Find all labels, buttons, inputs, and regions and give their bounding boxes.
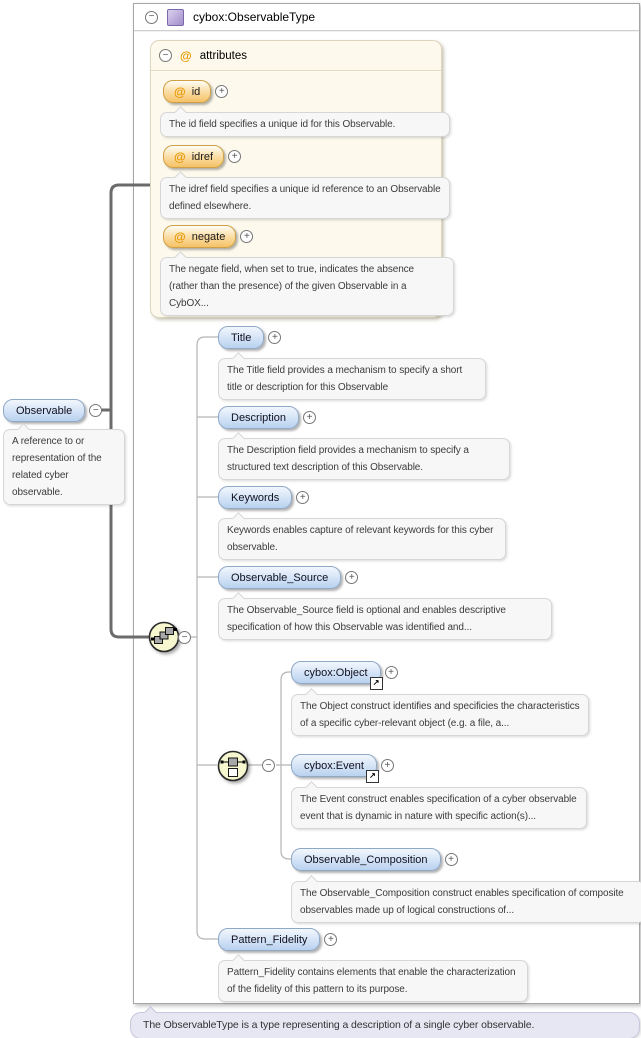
expand-icon[interactable]: + (240, 230, 253, 243)
type-annotation: The ObservableType is a type representing a description of a single cyber observable. (130, 1012, 640, 1038)
element-cybox-event-doc: The Event construct enables specification of a cyber observable event that is dynamic in nature with specific action(s)... (291, 787, 587, 829)
attribute-id[interactable] (163, 80, 211, 103)
expand-icon[interactable]: + (303, 411, 316, 424)
element-observable-composition[interactable]: Observable_Composition (291, 848, 441, 871)
element-observable-composition-doc: The Observable_Composition construct enables specification of composite observables made up of logical constructions of... (291, 881, 641, 923)
attribute-negate-doc: The negate field, when set to true, indicates the absence (rather than the presence) of the given Observable in a CybOX... (160, 257, 454, 316)
element-description-doc: The Description field provides a mechanism to specify a structured text description of this Observable. (218, 438, 510, 480)
element-node-observable (3, 399, 102, 422)
attribute-node-negate (163, 225, 253, 248)
element-observable-doc: A reference to or representation of the related cyber observable. (3, 429, 125, 505)
attributes-group-label: attributes (199, 49, 248, 62)
attribute-name: id (191, 85, 201, 98)
element-title-doc: The Title field provides a mechanism to specify a short title or description for this Observable (218, 358, 486, 400)
attribute-at-icon: @ (180, 48, 192, 63)
collapse-icon[interactable]: − (145, 11, 158, 24)
sequence-compositor-icon[interactable] (147, 620, 181, 654)
at-icon: @ (174, 149, 186, 164)
element-pattern-fidelity-doc: Pattern_Fidelity contains elements that enable the characterization of the fidelity of this pattern to its purpose. (218, 960, 528, 1002)
sequence-children-line (191, 337, 218, 939)
element-label: cybox:Event (304, 759, 364, 772)
element-node-keywords (218, 486, 309, 509)
attributes-header (151, 41, 441, 71)
type-name: cybox:ObservableType (193, 10, 316, 24)
reference-arrow-icon: ↗ (366, 770, 379, 783)
element-cybox-object[interactable] (291, 661, 381, 687)
element-keywords-doc: Keywords enables capture of relevant keywords for this cyber observable. (218, 518, 506, 560)
collapse-icon[interactable]: − (89, 404, 102, 417)
attribute-node-id (163, 80, 228, 103)
expand-icon[interactable]: + (215, 85, 228, 98)
element-node-title (218, 326, 281, 349)
element-node-cybox-event (291, 754, 394, 780)
reference-arrow-icon: ↗ (370, 677, 383, 690)
element-cybox-event[interactable] (291, 754, 377, 780)
element-keywords[interactable]: Keywords (218, 486, 292, 509)
collapse-icon[interactable]: − (262, 759, 275, 772)
element-node-pattern-fidelity (218, 928, 337, 951)
expand-icon[interactable]: + (381, 759, 394, 772)
element-observable[interactable]: Observable (3, 399, 85, 422)
element-observable-source[interactable]: Observable_Source (218, 566, 341, 589)
element-cybox-object-doc: The Object construct identifies and specificies the characteristics of a specific cyber-relevant object (e.g. a file, a... (291, 694, 589, 736)
collapse-icon[interactable]: − (178, 631, 191, 644)
attribute-idref-doc: The idref field specifies a unique id reference to an Observable defined elsewhere. (160, 177, 450, 219)
attribute-name: idref (191, 150, 214, 163)
at-icon: @ (174, 229, 186, 244)
expand-icon[interactable]: + (385, 666, 398, 679)
element-observable-source-doc: The Observable_Source field is optional and enables descriptive specification of how this Observable was identified and... (218, 598, 552, 640)
at-icon: @ (174, 84, 186, 99)
attribute-name: negate (191, 230, 226, 243)
attribute-id-doc: The id field specifies a unique id for this Observable. (160, 112, 450, 137)
element-description[interactable]: Description (218, 406, 299, 429)
attribute-node-idref (163, 145, 241, 168)
expand-icon[interactable]: + (268, 331, 281, 344)
element-node-cybox-object (291, 661, 398, 687)
element-node-observable-composition (291, 848, 458, 871)
element-title[interactable]: Title (218, 326, 264, 349)
expand-icon[interactable]: + (324, 933, 337, 946)
element-node-observable-source (218, 566, 358, 589)
expand-icon[interactable]: + (445, 853, 458, 866)
element-node-description (218, 406, 316, 429)
element-label: cybox:Object (304, 666, 368, 679)
collapse-icon[interactable]: − (159, 49, 172, 62)
expand-icon[interactable]: + (228, 150, 241, 163)
attribute-idref[interactable] (163, 145, 224, 168)
choice-compositor-icon[interactable] (216, 749, 250, 783)
element-pattern-fidelity[interactable]: Pattern_Fidelity (218, 928, 320, 951)
expand-icon[interactable]: + (345, 571, 358, 584)
expand-icon[interactable]: + (296, 491, 309, 504)
attribute-negate[interactable] (163, 225, 236, 248)
